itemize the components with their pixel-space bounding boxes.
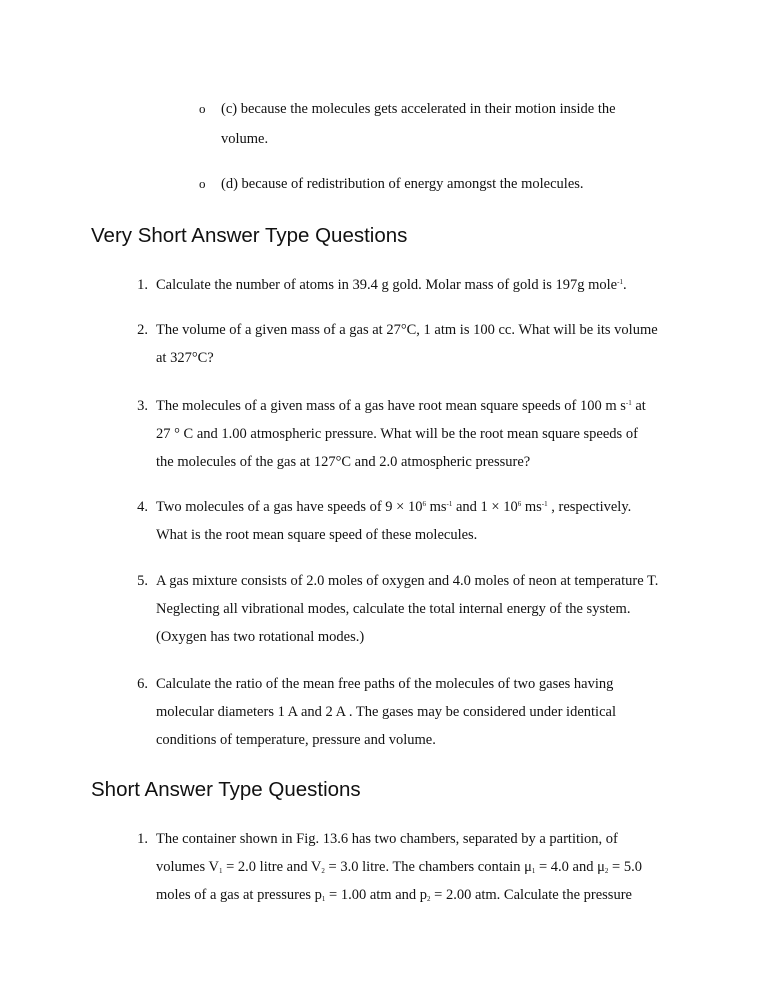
question-number: 1. [137, 277, 148, 293]
list-bullet: o [199, 101, 206, 116]
superscript: -1 [541, 500, 548, 508]
superscript: 6 [517, 500, 522, 508]
superscript: -1 [446, 500, 453, 508]
question-number: 3. [137, 398, 148, 414]
vs-question-6-line-1: Calculate the ratio of the mean free paths of the molecules of two gases having [156, 676, 614, 692]
question-number: 5. [137, 573, 148, 589]
text: moles of a gas at pressures p [156, 887, 322, 903]
text: at [631, 398, 646, 414]
section-heading-short: Short Answer Type Questions [91, 778, 361, 801]
vs-question-5-line-1: A gas mixture consists of 2.0 moles of oxygen and 4.0 moles of neon at temperature T. [156, 573, 659, 589]
text: and 1 × 10 [452, 499, 518, 515]
sa-question-1-line-1: The container shown in Fig. 13.6 has two chambers, separated by a partition, of [156, 831, 618, 847]
option-c-line-1: (c) because the molecules gets accelerated in their motion inside the [221, 101, 616, 117]
text: The molecules of a given mass of a gas have root mean square speeds of 100 m s [156, 398, 626, 414]
text: = 2.00 atm. Calculate the pressure [430, 887, 632, 903]
text: ms [521, 499, 542, 515]
text: = 4.0 and μ [535, 859, 605, 875]
vs-question-1-line-1 [156, 276, 627, 294]
vs-question-3-line-3: the molecules of the gas at 127°C and 2.0 atmospheric pressure? [156, 454, 531, 470]
subscript: 2 [321, 867, 325, 875]
superscript: -1 [625, 399, 632, 407]
vs-question-4-line-2: What is the root mean square speed of these molecules. [156, 527, 478, 543]
sa-question-1-line-3 [156, 886, 632, 904]
vs-question-3-line-1 [156, 397, 646, 415]
text: volumes V [156, 859, 219, 875]
option-d-line-1: (d) because of redistribution of energy amongst the molecules. [221, 176, 584, 192]
superscript: 6 [422, 500, 426, 508]
text: = 3.0 litre. The chambers contain μ [324, 859, 532, 875]
question-number: 6. [137, 676, 148, 692]
list-bullet: o [199, 176, 206, 191]
text: , respectively. [547, 499, 632, 515]
question-number: 2. [137, 322, 148, 338]
text: = 1.00 atm and p [325, 887, 428, 903]
superscript: -1 [617, 278, 623, 286]
section-heading-very-short: Very Short Answer Type Questions [91, 224, 408, 247]
subscript: 1 [531, 867, 536, 875]
subscript: 2 [427, 895, 431, 903]
vs-question-2-line-1: The volume of a given mass of a gas at 27°C, 1 atm is 100 cc. What will be its volume [156, 322, 658, 338]
text: Calculate the number of atoms in 39.4 g gold. Molar mass of gold is 197g mole [156, 277, 618, 293]
vs-question-6-line-3: conditions of temperature, pressure and volume. [156, 732, 436, 748]
question-number: 4. [137, 499, 148, 515]
subscript: 2 [604, 867, 609, 875]
text: . [622, 277, 627, 293]
vs-question-5-line-2: Neglecting all vibrational modes, calculate the total internal energy of the system. [156, 601, 631, 617]
vs-question-5-line-3: (Oxygen has two rotational modes.) [156, 629, 365, 645]
text: Two molecules of a gas have speeds of 9 × 10 [156, 499, 423, 515]
vs-question-6-line-2: molecular diameters 1 A and 2 A . The gases may be considered under identical [156, 704, 616, 720]
vs-question-3-line-2: 27 ° C and 1.00 atmospheric pressure. What will be the root mean square speeds of [156, 426, 638, 442]
text: = 5.0 [608, 859, 642, 875]
sa-question-1-line-2 [156, 858, 642, 876]
option-c-line-2: volume. [221, 131, 269, 147]
subscript: 1 [218, 867, 223, 875]
text: = 2.0 litre and V [222, 859, 322, 875]
subscript: 1 [321, 895, 326, 903]
text: ms [425, 499, 447, 515]
question-number: 1. [137, 831, 148, 847]
vs-question-2-line-2: at 327°C? [156, 350, 214, 366]
vs-question-4-line-1 [156, 498, 631, 516]
